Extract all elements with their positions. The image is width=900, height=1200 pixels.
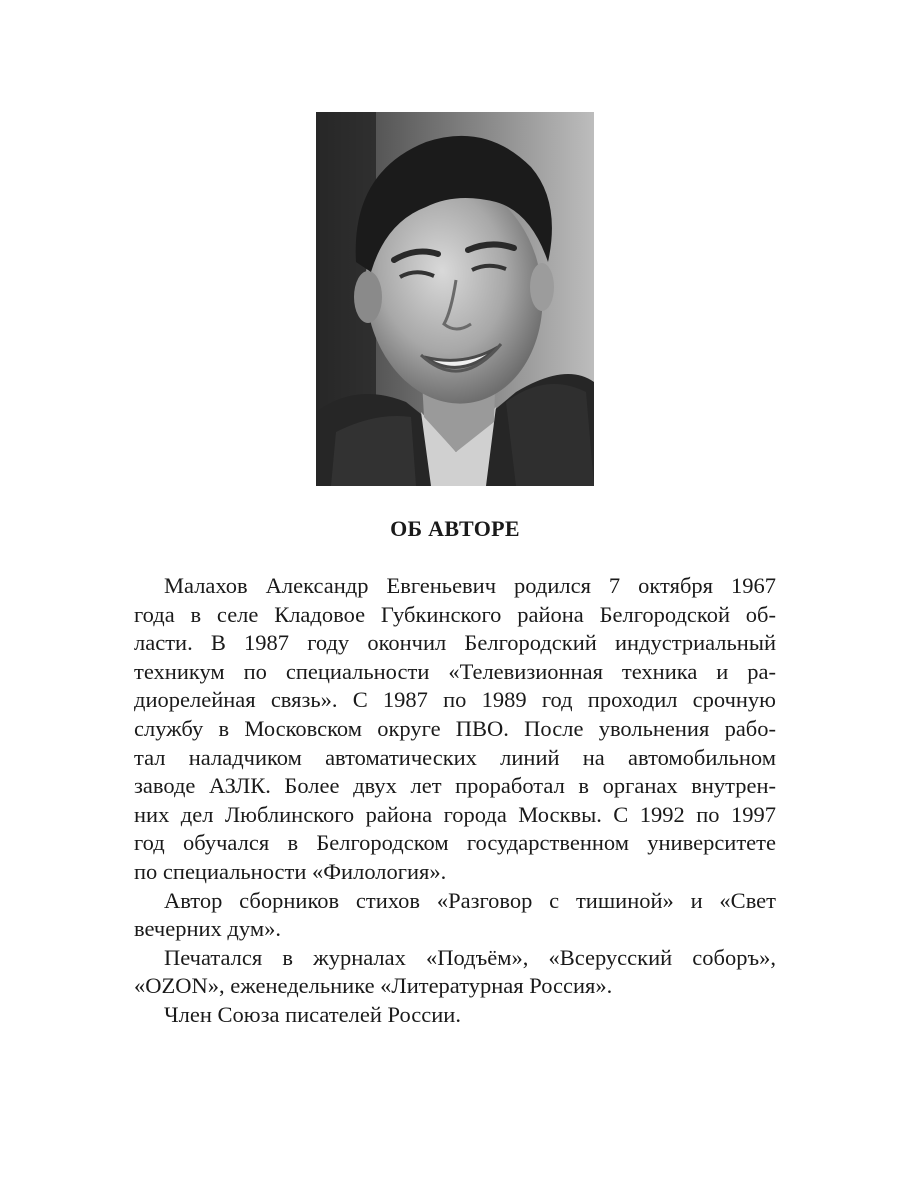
text-line: год обучался в Белгородском государственном университете bbox=[134, 830, 776, 856]
text-line: диорелейная связь». С 1987 по 1989 год проходил срочную bbox=[134, 687, 776, 713]
biography-paragraph bbox=[134, 572, 776, 887]
text-line: Автор сборников стихов «Разговор с тишиной» и «Свет bbox=[164, 887, 776, 913]
text-line: заводе АЗЛК. Более двух лет проработал в органах внутрен- bbox=[134, 773, 776, 799]
text-line: «OZON», еженедельнике «Литературная Россия». bbox=[134, 973, 613, 999]
publications-paragraph bbox=[134, 944, 776, 1001]
text-line: них дел Люблинского района города Москвы. С 1992 по 1997 bbox=[134, 801, 776, 827]
text-line: ласти. В 1987 году окончил Белгородский индустриальный bbox=[134, 630, 776, 656]
text-line: вечерних дум». bbox=[134, 916, 281, 942]
author-photo bbox=[316, 112, 594, 486]
text-line: года в селе Кладовое Губкинского района Белгородской об- bbox=[134, 601, 776, 627]
text-line: тал наладчиком автоматических линий на автомобильном bbox=[134, 744, 776, 770]
text-line: Малахов Александр Евгеньевич родился 7 октября 1967 bbox=[164, 573, 776, 598]
biography-text bbox=[134, 572, 776, 1030]
text-line: Печатался в журналах «Подъём», «Всерусский соборъ», bbox=[164, 944, 776, 970]
text-line: службу в Московском округе ПВО. После увольнения рабо- bbox=[134, 715, 776, 741]
section-heading: ОБ АВТОРЕ bbox=[390, 516, 520, 541]
text-line: по специальности «Филология». bbox=[134, 858, 447, 884]
text-line: Член Союза писателей России. bbox=[164, 1001, 461, 1027]
text-line: техникум по специальности «Телевизионная техника и ра- bbox=[134, 658, 776, 684]
membership-paragraph bbox=[134, 1001, 776, 1030]
collections-paragraph bbox=[134, 887, 776, 944]
